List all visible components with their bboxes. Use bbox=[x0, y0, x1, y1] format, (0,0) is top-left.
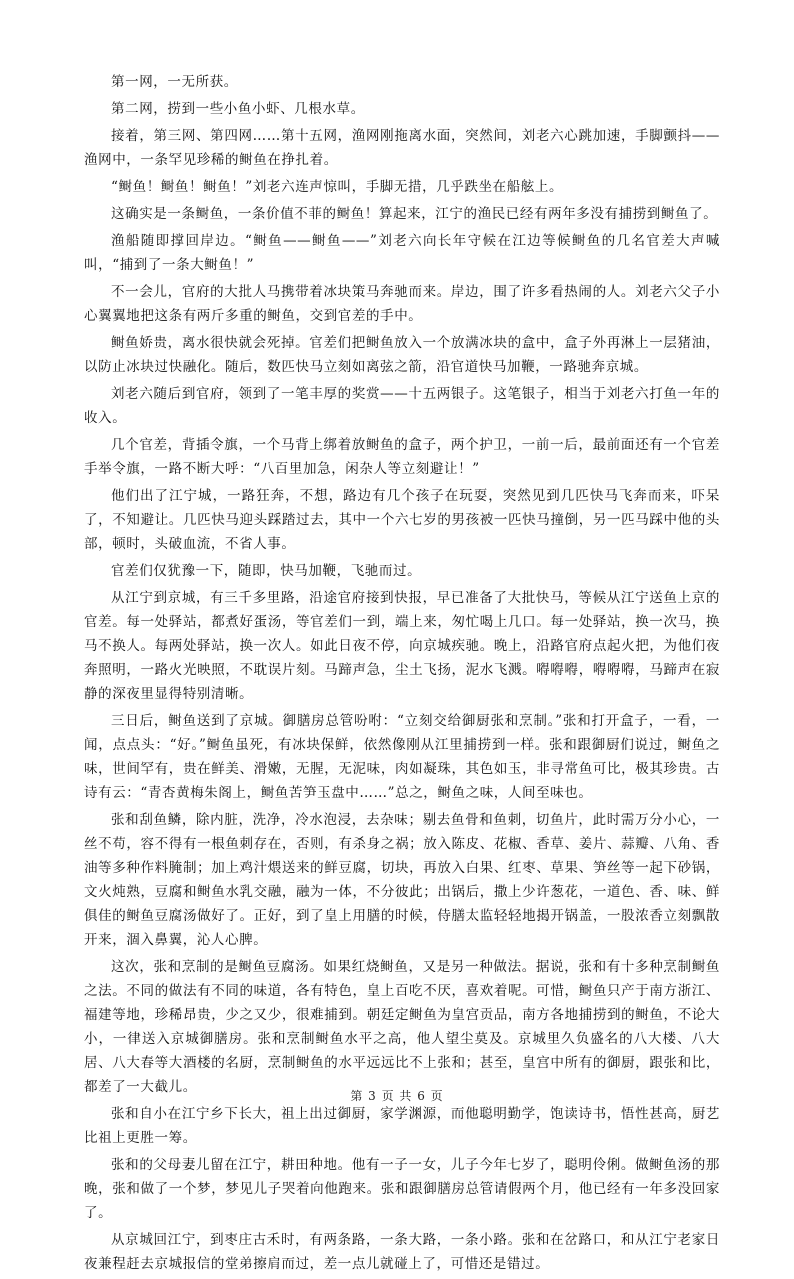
page-number: 第 3 页 共 6 页 bbox=[350, 1089, 444, 1103]
paragraph: 从京城回江宁，到枣庄古禾时，有两条路，一条大路，一条小路。张和在岔路口，和从江宁老家日夜兼程赶去京城报信的堂弟擦肩而过，差一点儿就碰上了，可惜还是错过。 bbox=[84, 1232, 720, 1272]
paragraph: “鲥鱼！鲥鱼！鲥鱼！”刘老六连声惊叫，手脚无措，几乎跌坐在船舷上。 bbox=[111, 179, 564, 195]
paragraph: 渔船随即撑回岸边。“鲥鱼——鲥鱼——”刘老六向长年守候在江边等候鲥鱼的几名官差大声喊叫，“捕到了一条大鲥鱼！” bbox=[84, 233, 720, 273]
paragraph: 接着，第三网、第四网……第十五网，渔网刚拖离水面，突然间，刘老六心跳加速，手脚颤抖——渔网中，一条罕见珍稀的鲥鱼在挣扎着。 bbox=[84, 128, 720, 168]
paragraph: 三日后，鲥鱼送到了京城。御膳房总管吩咐：“立刻交给御厨张和烹制。”张和打开盒子，一看，一闻，点点头：“好。”鲥鱼虽死，有冰块保鲜，依然像刚从江里捕捞到一样。张和跟御厨们说过，鲥鱼之味，世间罕有，贵在鲜美、滑嫩，无腥，无泥味，肉如凝珠，其色如玉，非寻常鱼可比，极其珍贵。古诗有云：“青杏黄梅朱阁上，鲥鱼苦笋玉盘中……”总之，鲥鱼之味，人间至味也。 bbox=[84, 713, 720, 801]
paragraph: 不一会儿，官府的大批人马携带着冰块策马奔驰而来。岸边，围了许多看热闹的人。刘老六父子小心翼翼地把这条有两斤多重的鲥鱼，交到官差的手中。 bbox=[84, 284, 720, 324]
paragraph: 张和的父母妻儿留在江宁，耕田种地。他有一子一女，儿子今年七岁了，聪明伶俐。做鲥鱼汤的那晚，张和做了一个梦，梦见儿子哭着向他跑来。张和跟御膳房总管请假两个月，他已经有一年多没回家了。 bbox=[84, 1157, 720, 1221]
paragraph: 这确实是一条鲥鱼，一条价值不菲的鲥鱼！算起来，江宁的渔民已经有两年多没有捕捞到鲥鱼了。 bbox=[111, 206, 718, 222]
paragraph: 从江宁到京城，有三千多里路，沿途官府接到快报，早已准备了大批快马，等候从江宁送鱼上京的官差。每一处驿站，都煮好蛋汤，等官差们一到，端上来，匆忙喝上几口。每一处驿站，换一次马，换马不换人。每两处驿站，换一次人。如此日夜不停，向京城疾驰。晚上，沿路官府点起火把，为他们夜奔照明，一路火光映照，不耽误片刻。马蹄声急，尘土飞扬，泥水飞溅。嘚嘚嘚，嘚嘚嘚，马蹄声在寂静的深夜里显得特别清晰。 bbox=[84, 590, 720, 702]
paragraph: 张和自小在江宁乡下长大，祖上出过御厨，家学渊源，而他聪明勤学，饱读诗书，悟性甚高，厨艺比祖上更胜一筹。 bbox=[84, 1106, 720, 1146]
paragraph: 第二网，捞到一些小鱼小虾、几根水草。 bbox=[111, 101, 365, 117]
paragraph: 第一网，一无所获。 bbox=[111, 74, 238, 90]
paragraph: 官差们仅犹豫一下，随即，快马加鞭，飞驰而过。 bbox=[111, 563, 422, 579]
paragraph: 张和刮鱼鳞，除内脏，洗净，冷水泡浸，去杂味；剔去鱼骨和鱼刺，切鱼片，此时需万分小心，一丝不苟，容不得有一根鱼刺存在，否则，有杀身之祸；放入陈皮、花椒、香草、姜片、蒜瓣、八角、香油等多种作料腌制；加上鸡汁煨送来的鲜豆腐，切块，再放入白果、红枣、草果、笋丝等一起下砂锅，文火炖熟，豆腐和鲥鱼水乳交融，融为一体，不分彼此；出锅后，撒上少许葱花，一道色、香、味、鲜俱佳的鲥鱼豆腐汤做好了。正好，到了皇上用膳的时候，侍膳太监轻轻地揭开锅盖，一股浓香立刻飘散开来，涸入鼻翼，沁人心脾。 bbox=[84, 812, 720, 948]
paragraph: 刘老六随后到官府，领到了一笔丰厚的奖赏——十五两银子。这笔银子，相当于刘老六打鱼一年的收入。 bbox=[84, 386, 720, 426]
paragraph: 这次，张和烹制的是鲥鱼豆腐汤。如果红烧鲥鱼，又是另一种做法。据说，张和有十多种烹制鲥鱼之法。不同的做法有不同的味道，各有特色，皇上百吃不厌，喜欢着呢。可惜，鲥鱼只产于南方浙江、福建等地，珍稀昂贵，少之又少，很难捕到。朝廷定鲥鱼为皇宫贡品，南方各地捕捞到的鲥鱼，不论大小，一律送入京城御膳房。张和烹制鲥鱼水平之高，他人望尘莫及。京城里久负盛名的八大楼、八大居、八大春等大酒楼的名厨，烹制鲥鱼的水平远远比不上张和；甚至，皇宫中所有的御厨，跟张和比，都差了一大截儿。 bbox=[84, 959, 720, 1095]
paragraph: 鲥鱼娇贵，离水很快就会死掉。官差们把鲥鱼放入一个放满冰块的盒中，盒子外再淋上一层猪油，以防止冰块过快融化。随后，数匹快马立刻如离弦之箭，沿官道快马加鞭，一路驰奔京城。 bbox=[84, 335, 720, 375]
paragraph: 他们出了江宁城，一路狂奔，不想，路边有几个孩子在玩耍，突然见到几匹快马飞奔而来，吓呆了，不知避让。几匹快马迎头踩踏过去，其中一个六七岁的男孩被一匹快马撞倒，另一匹马踩中他的头部，顿时，头破血流，不省人事。 bbox=[84, 488, 720, 552]
paragraph: 几个官差，背插令旗，一个马背上绑着放鲥鱼的盒子，两个护卫，一前一后，最前面还有一个官差手举令旗，一路不断大呼：“八百里加急，闲杂人等立刻避让！” bbox=[84, 437, 720, 477]
